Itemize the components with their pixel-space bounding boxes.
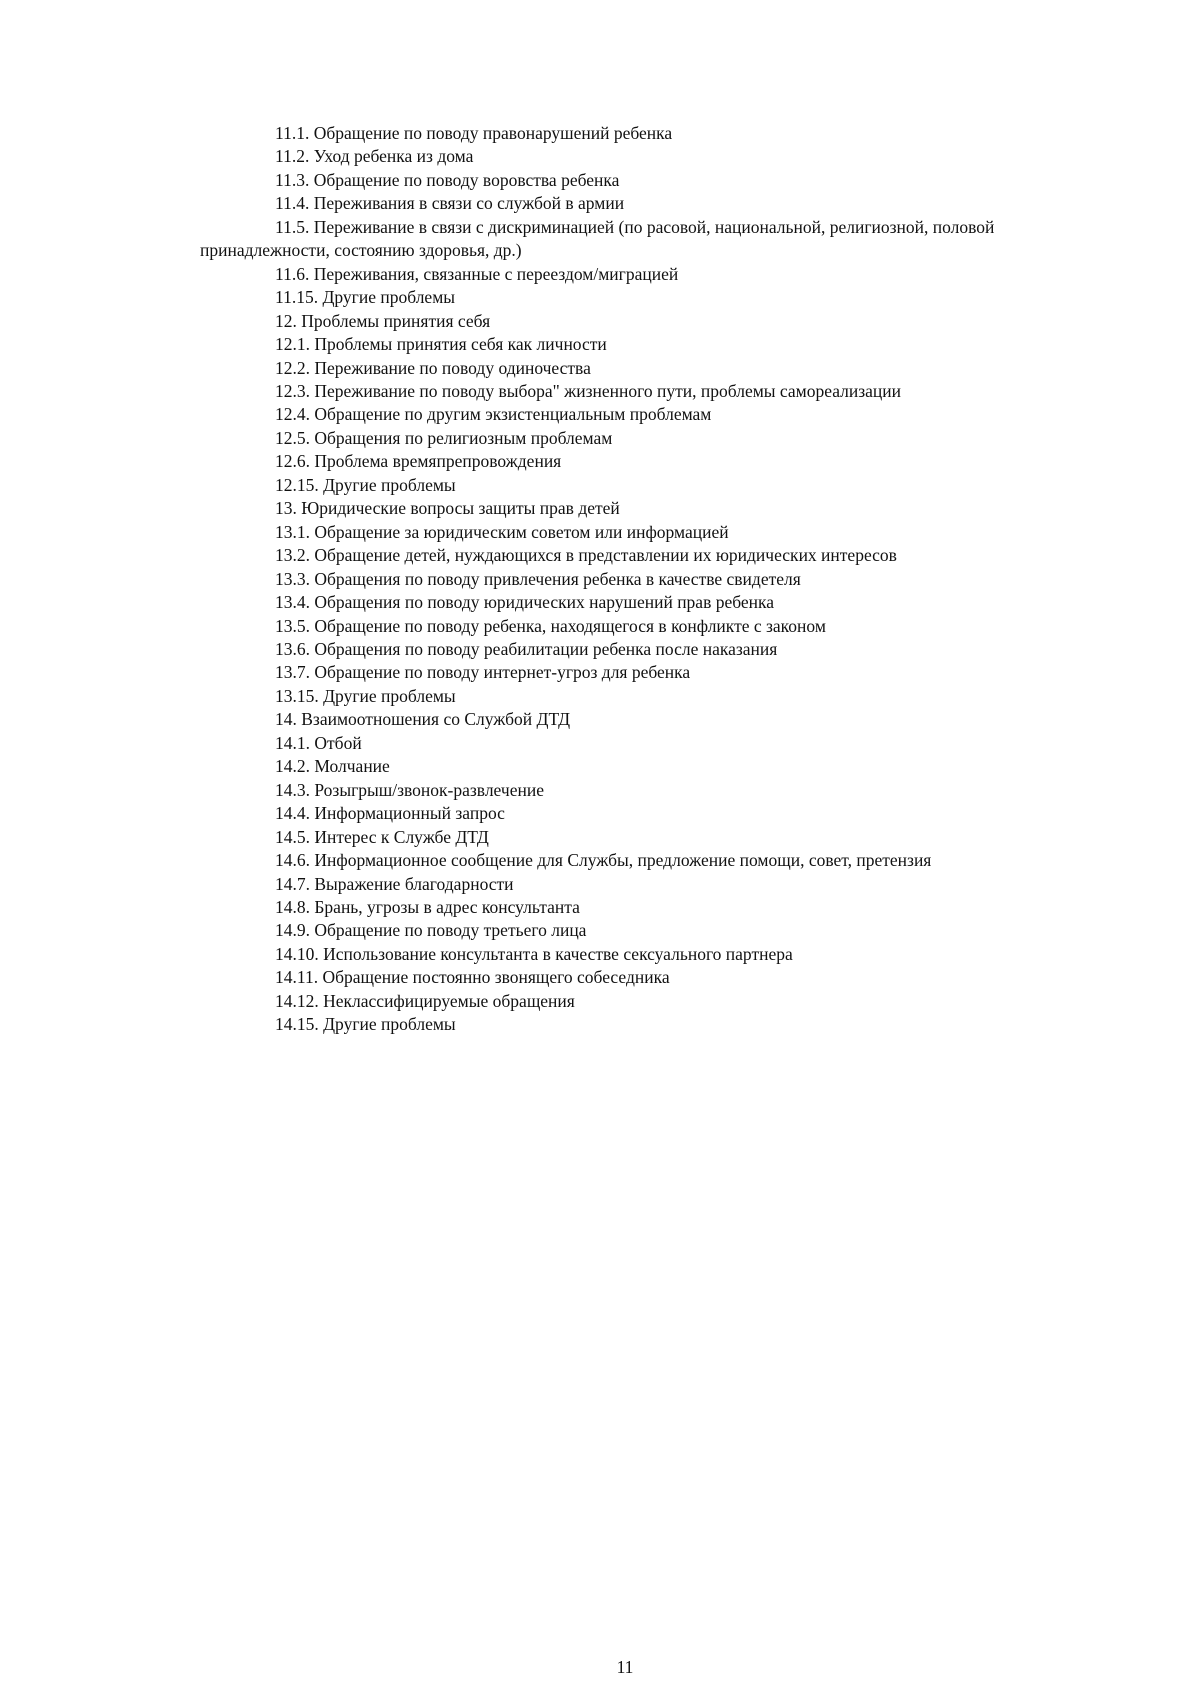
list-item: 11.5. Переживание в связи с дискриминацией (по расовой, национальной, религиозной, половой <box>275 216 995 237</box>
list-item: 13.1. Обращение за юридическим советом или информацией <box>275 521 729 542</box>
document-body <box>200 122 1120 1037</box>
list-item: 14.9. Обращение по поводу третьего лица <box>275 920 587 941</box>
list-item: 11.6. Переживания, связанные с переездом/миграцией <box>275 263 679 284</box>
list-item: 14.2. Молчание <box>275 756 390 777</box>
list-item: 11.15. Другие проблемы <box>275 287 456 308</box>
list-item-continuation: принадлежности, состоянию здоровья, др.) <box>200 240 522 261</box>
list-item: 12.5. Обращения по религиозным проблемам <box>275 427 613 448</box>
list-item: 13.4. Обращения по поводу юридических нарушений прав ребенка <box>275 592 775 613</box>
list-item: 14.10. Использование консультанта в качестве сексуального партнера <box>275 943 793 964</box>
list-item: 14.5. Интерес к Службе ДТД <box>275 826 489 847</box>
list-item: 13.6. Обращения по поводу реабилитации ребенка после наказания <box>275 638 778 659</box>
list-item: 14.6. Информационное сообщение для Службы, предложение помощи, совет, претензия <box>275 850 932 871</box>
list-item: 14.8. Брань, угрозы в адрес консультанта <box>275 896 580 917</box>
list-item: 14.1. Отбой <box>275 732 362 753</box>
list-item: 13.3. Обращения по поводу привлечения ребенка в качестве свидетеля <box>275 568 801 589</box>
list-item: 13.5. Обращение по поводу ребенка, находящегося в конфликте с законом <box>275 615 826 636</box>
list-item: 12.4. Обращение по другим экзистенциальным проблемам <box>275 404 712 425</box>
list-item: 11.4. Переживания в связи со службой в армии <box>275 193 625 214</box>
list-item: 12.1. Проблемы принятия себя как личности <box>275 334 607 355</box>
list-item: 14.7. Выражение благодарности <box>275 873 514 894</box>
list-item: 11.2. Уход ребенка из дома <box>275 146 474 167</box>
list-item: 11.3. Обращение по поводу воровства ребенка <box>275 169 620 190</box>
list-item: 11.1. Обращение по поводу правонарушений ребенка <box>275 123 673 143</box>
list-item: 14.11. Обращение постоянно звонящего собеседника <box>275 967 670 988</box>
list-item: 13.2. Обращение детей, нуждающихся в представлении их юридических интересов <box>275 545 897 566</box>
list-item: 12.2. Переживание по поводу одиночества <box>275 357 591 378</box>
list-item: 14.15. Другие проблемы <box>275 1014 456 1035</box>
list-item: 14.12. Неклассифицируемые обращения <box>275 990 575 1011</box>
section-heading: 13. Юридические вопросы защиты прав детей <box>275 498 620 519</box>
list-item: 13.7. Обращение по поводу интернет-угроз для ребенка <box>275 662 691 683</box>
list-item: 12.3. Переживание по поводу выбора" жизненного пути, проблемы самореализации <box>275 380 902 401</box>
list-item: 12.15. Другие проблемы <box>275 474 456 495</box>
section-heading: 14. Взаимоотношения со Службой ДТД <box>275 709 571 730</box>
list-item: 13.15. Другие проблемы <box>275 685 456 706</box>
list-item: 12.6. Проблема времяпрепровождения <box>275 451 562 472</box>
list-item: 14.4. Информационный запрос <box>275 803 505 824</box>
page-number: 11 <box>616 1657 634 1677</box>
section-heading: 12. Проблемы принятия себя <box>275 310 491 331</box>
list-item: 14.3. Розыгрыш/звонок-развлечение <box>275 779 544 800</box>
